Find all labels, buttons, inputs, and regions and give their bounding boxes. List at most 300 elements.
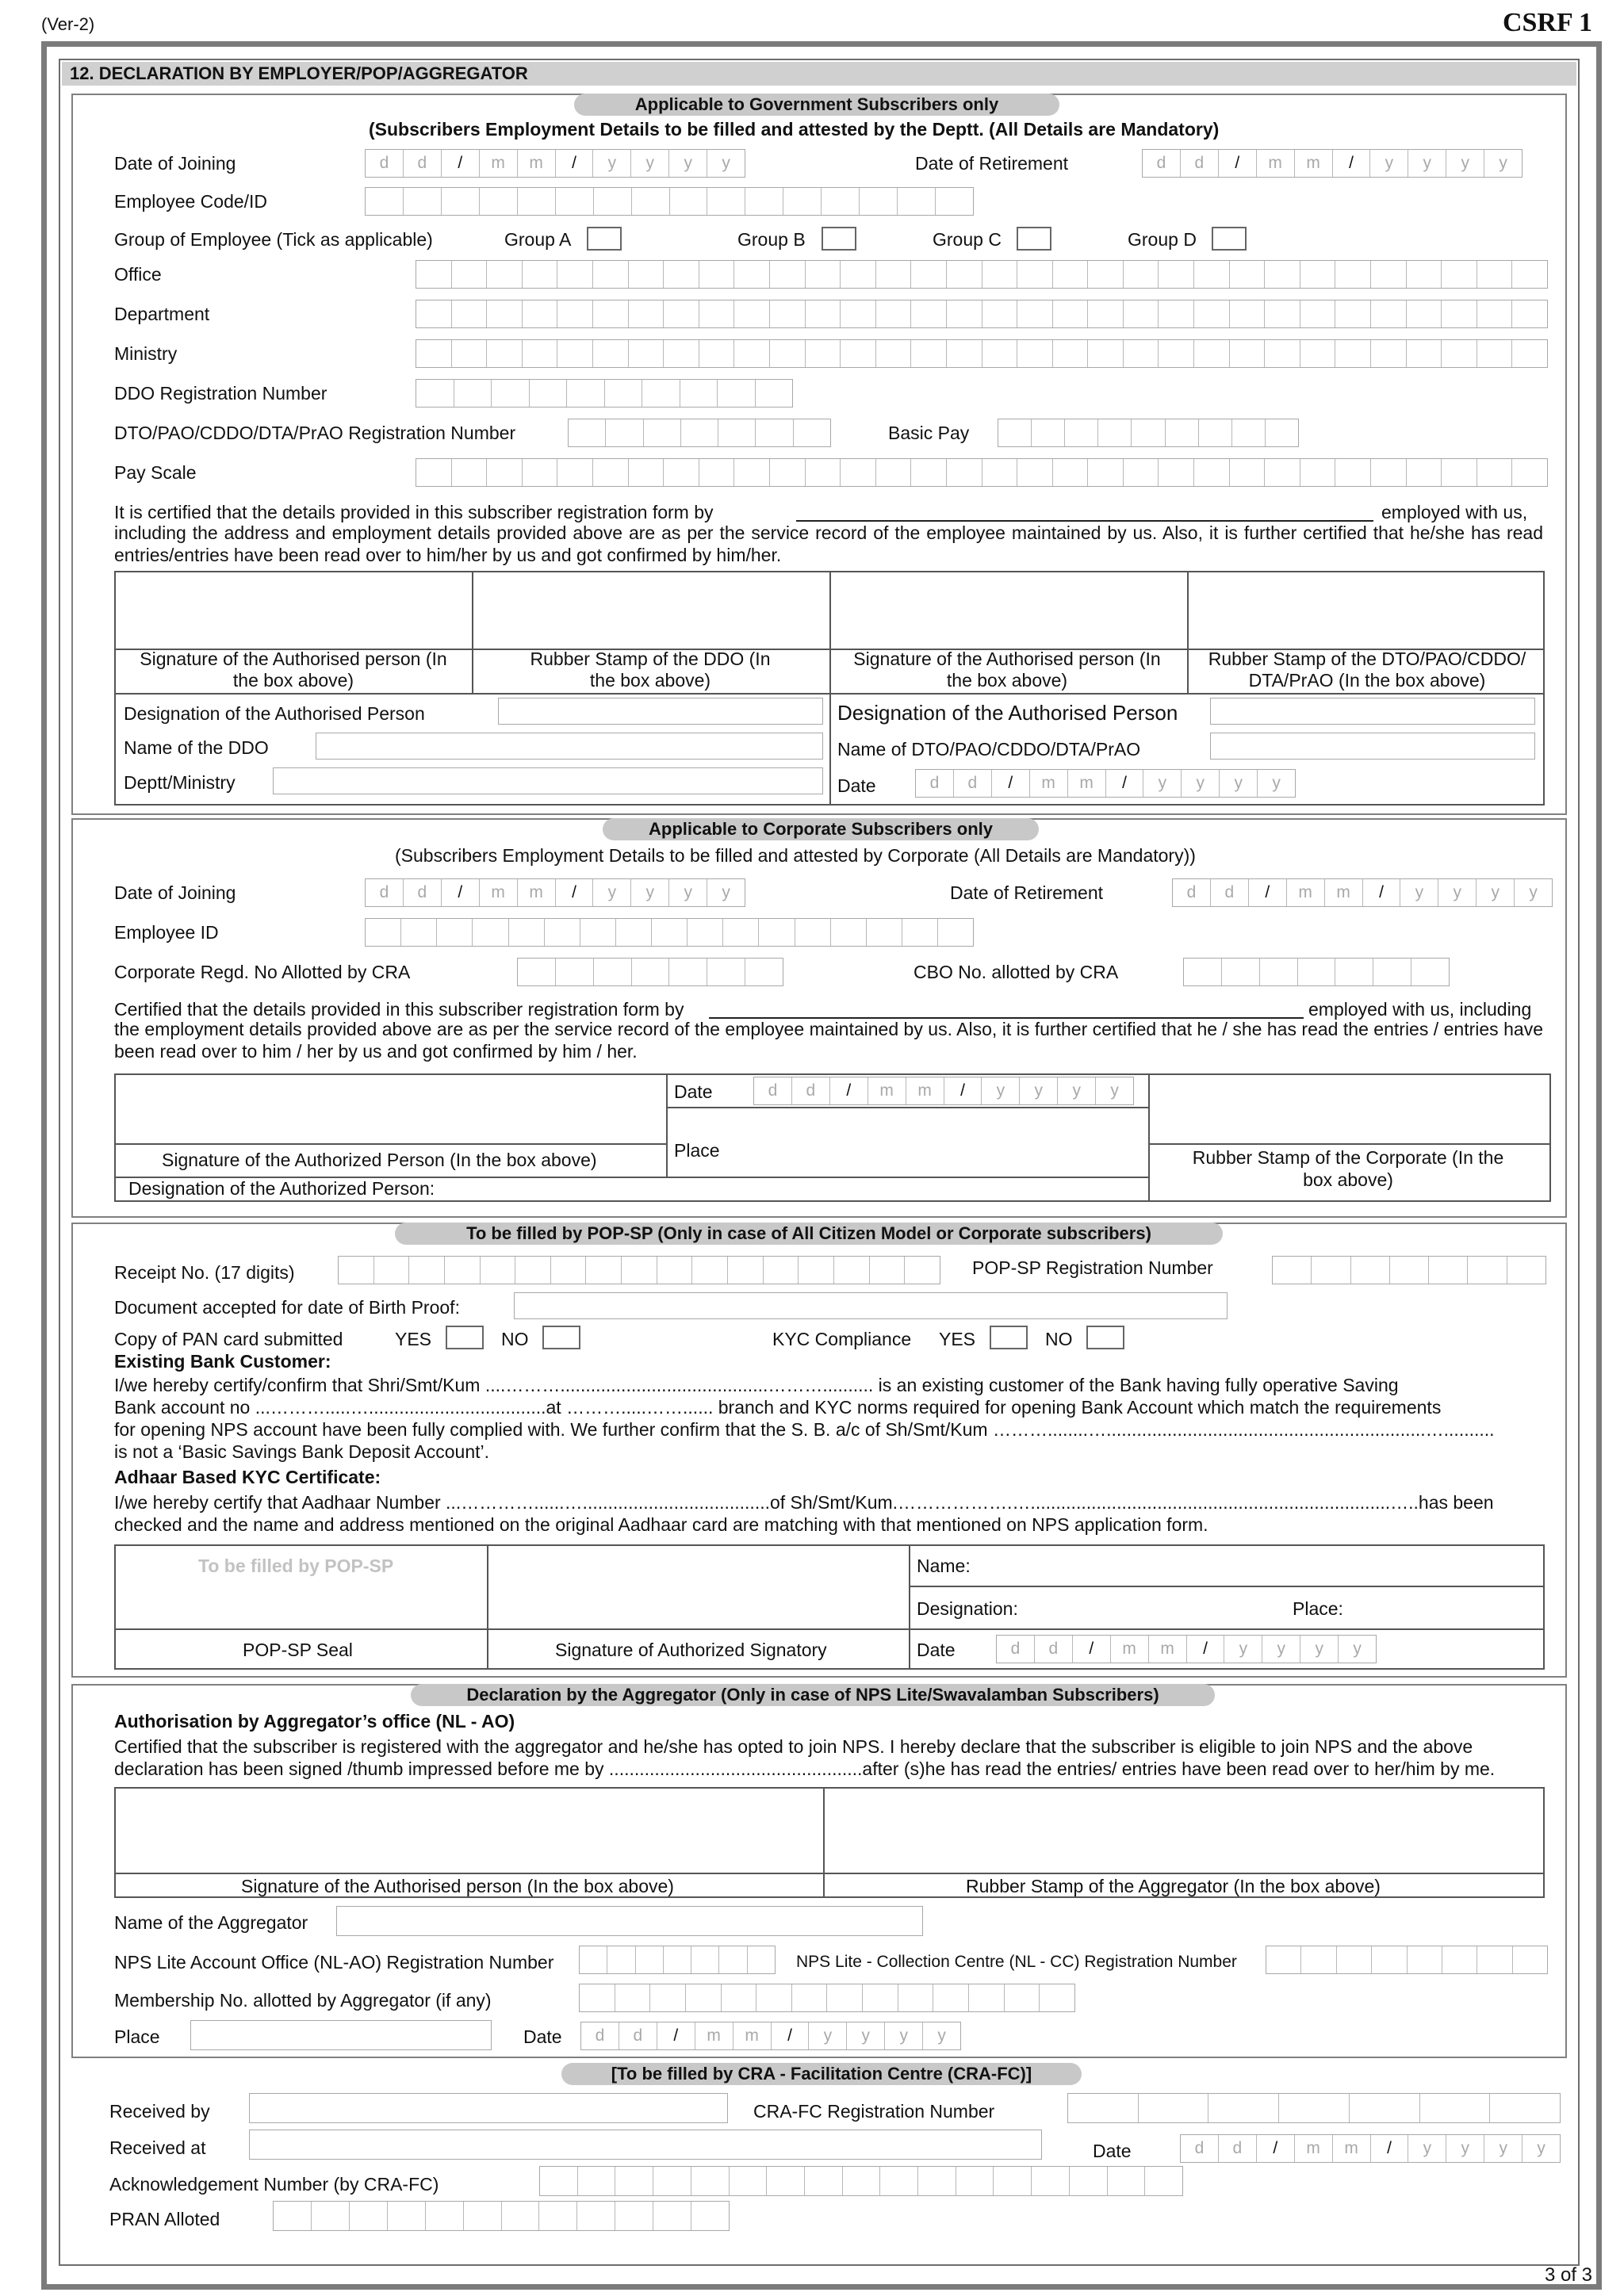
- group-d-checkbox[interactable]: [1212, 227, 1247, 251]
- date-cell[interactable]: y: [1300, 1636, 1339, 1663]
- char-cell[interactable]: [664, 261, 699, 288]
- char-cell[interactable]: [557, 340, 593, 367]
- char-cell[interactable]: [605, 380, 643, 407]
- char-cell[interactable]: [728, 1257, 764, 1284]
- char-cell[interactable]: [551, 1257, 587, 1284]
- department-field[interactable]: [416, 300, 1548, 328]
- char-cell[interactable]: [1300, 300, 1336, 327]
- char-cell[interactable]: [366, 919, 401, 946]
- char-cell[interactable]: [905, 1257, 940, 1284]
- char-cell[interactable]: [799, 1257, 834, 1284]
- char-cell[interactable]: [416, 300, 452, 327]
- char-cell[interactable]: [994, 2167, 1032, 2195]
- char-cell[interactable]: [898, 1984, 934, 2011]
- date-cell[interactable]: y: [1408, 2135, 1446, 2162]
- char-cell[interactable]: [653, 2167, 691, 2195]
- deptt-field[interactable]: [273, 767, 823, 794]
- char-cell[interactable]: [642, 380, 680, 407]
- agg-name-field[interactable]: [336, 1906, 923, 1936]
- date-cell[interactable]: /: [1363, 879, 1401, 906]
- char-cell[interactable]: [1230, 459, 1266, 486]
- char-cell[interactable]: [1298, 959, 1336, 985]
- char-cell[interactable]: [1265, 300, 1300, 327]
- char-cell[interactable]: [756, 380, 793, 407]
- date-cell[interactable]: d: [1143, 150, 1181, 177]
- char-cell[interactable]: [806, 459, 841, 486]
- char-cell[interactable]: [652, 919, 688, 946]
- date-cell[interactable]: d: [1035, 1636, 1073, 1663]
- char-cell[interactable]: [699, 300, 735, 327]
- corp-signature-box[interactable]: [116, 1075, 665, 1142]
- receipt-field[interactable]: [338, 1256, 940, 1284]
- date-cell[interactable]: y: [1438, 879, 1477, 906]
- char-cell[interactable]: [1194, 459, 1230, 486]
- agg-signature-box[interactable]: [116, 1789, 822, 1871]
- char-cell[interactable]: [487, 261, 523, 288]
- char-cell[interactable]: [1159, 459, 1194, 486]
- kyc-no-checkbox[interactable]: [1086, 1326, 1124, 1349]
- char-cell[interactable]: [867, 919, 902, 946]
- char-cell[interactable]: [1017, 459, 1053, 486]
- char-cell[interactable]: [699, 261, 735, 288]
- char-cell[interactable]: [1088, 261, 1124, 288]
- popsp-reg-field[interactable]: [1272, 1256, 1546, 1284]
- char-cell[interactable]: [580, 919, 616, 946]
- char-cell[interactable]: [593, 459, 629, 486]
- date-cell[interactable]: /: [442, 879, 480, 906]
- agg-date-field[interactable]: [580, 2022, 961, 2050]
- date-cell[interactable]: d: [997, 1636, 1035, 1663]
- char-cell[interactable]: [1407, 261, 1442, 288]
- char-cell[interactable]: [707, 959, 745, 985]
- date-cell[interactable]: y: [1182, 770, 1220, 797]
- received-by-field[interactable]: [249, 2093, 728, 2123]
- office-field[interactable]: [416, 260, 1548, 289]
- kyc-yes-checkbox[interactable]: [990, 1326, 1028, 1349]
- char-cell[interactable]: [947, 459, 982, 486]
- char-cell[interactable]: [1265, 340, 1300, 367]
- date-cell[interactable]: m: [1030, 770, 1068, 797]
- char-cell[interactable]: [933, 1984, 969, 2011]
- char-cell[interactable]: [1300, 459, 1336, 486]
- pay-scale-field[interactable]: [416, 458, 1548, 487]
- char-cell[interactable]: [1108, 2167, 1146, 2195]
- char-cell[interactable]: [1199, 419, 1232, 446]
- date-cell[interactable]: m: [1257, 150, 1295, 177]
- char-cell[interactable]: [834, 1257, 870, 1284]
- char-cell[interactable]: [426, 2202, 464, 2230]
- char-cell[interactable]: [764, 1257, 799, 1284]
- char-cell[interactable]: [841, 340, 876, 367]
- char-cell[interactable]: [657, 1257, 693, 1284]
- date-cell[interactable]: y: [1020, 1077, 1058, 1104]
- date-cell[interactable]: /: [442, 150, 480, 177]
- char-cell[interactable]: [1230, 261, 1266, 288]
- char-cell[interactable]: [339, 1257, 374, 1284]
- char-cell[interactable]: [669, 959, 707, 985]
- char-cell[interactable]: [806, 300, 841, 327]
- char-cell[interactable]: [1068, 2094, 1139, 2122]
- date-cell[interactable]: m: [1111, 1636, 1149, 1663]
- char-cell[interactable]: [567, 380, 605, 407]
- group-c-checkbox[interactable]: [1017, 227, 1051, 251]
- agg-place-field[interactable]: [190, 2020, 492, 2050]
- char-cell[interactable]: [1166, 419, 1199, 446]
- date-cell[interactable]: y: [1224, 1636, 1262, 1663]
- char-cell[interactable]: [1371, 261, 1407, 288]
- char-cell[interactable]: [539, 2202, 577, 2230]
- date-cell[interactable]: m: [1333, 2135, 1371, 2162]
- char-cell[interactable]: [664, 300, 699, 327]
- date-cell[interactable]: d: [1219, 2135, 1257, 2162]
- char-cell[interactable]: [1442, 1946, 1477, 1973]
- char-cell[interactable]: [1335, 261, 1371, 288]
- char-cell[interactable]: [629, 300, 665, 327]
- char-cell[interactable]: [1124, 300, 1159, 327]
- char-cell[interactable]: [783, 188, 822, 215]
- date-cell[interactable]: /: [1371, 2135, 1409, 2162]
- char-cell[interactable]: [1512, 340, 1547, 367]
- char-cell[interactable]: [898, 188, 936, 215]
- date-cell[interactable]: /: [772, 2022, 810, 2049]
- char-cell[interactable]: [606, 419, 643, 446]
- char-cell[interactable]: [1407, 459, 1442, 486]
- char-cell[interactable]: [938, 919, 973, 946]
- char-cell[interactable]: [518, 188, 556, 215]
- char-cell[interactable]: [1371, 340, 1407, 367]
- char-cell[interactable]: [580, 1946, 607, 1973]
- date-cell[interactable]: d: [366, 879, 404, 906]
- char-cell[interactable]: [416, 340, 452, 367]
- char-cell[interactable]: [911, 459, 947, 486]
- char-cell[interactable]: [1230, 300, 1266, 327]
- date-cell[interactable]: y: [593, 879, 631, 906]
- name-dto-field[interactable]: [1210, 733, 1535, 760]
- date-cell[interactable]: /: [830, 1077, 868, 1104]
- pop-date-field[interactable]: [996, 1635, 1377, 1663]
- char-cell[interactable]: [664, 340, 699, 367]
- char-cell[interactable]: [1230, 340, 1266, 367]
- gov-sign-date[interactable]: [915, 769, 1296, 798]
- ddo-reg-field[interactable]: [416, 379, 793, 408]
- char-cell[interactable]: [1124, 340, 1159, 367]
- char-cell[interactable]: [502, 2202, 540, 2230]
- date-cell[interactable]: d: [916, 770, 954, 797]
- date-cell[interactable]: y: [1477, 879, 1515, 906]
- date-cell[interactable]: d: [1173, 879, 1211, 906]
- char-cell[interactable]: [1373, 959, 1411, 985]
- date-cell[interactable]: /: [1073, 1636, 1111, 1663]
- corp-desig-label[interactable]: Designation of the Authorized Person:: [128, 1178, 435, 1199]
- date-cell[interactable]: y: [722, 154, 730, 172]
- char-cell[interactable]: [452, 459, 488, 486]
- date-cell[interactable]: y: [722, 883, 730, 901]
- char-cell[interactable]: [404, 188, 442, 215]
- char-cell[interactable]: [515, 1257, 551, 1284]
- char-cell[interactable]: [734, 261, 770, 288]
- char-cell[interactable]: [664, 459, 699, 486]
- pan-yes-checkbox[interactable]: [446, 1326, 484, 1349]
- char-cell[interactable]: [936, 188, 973, 215]
- char-cell[interactable]: [1273, 1257, 1312, 1284]
- char-cell[interactable]: [492, 380, 530, 407]
- pop-signature-box[interactable]: [488, 1546, 907, 1627]
- char-cell[interactable]: [1159, 300, 1194, 327]
- char-cell[interactable]: [1442, 340, 1477, 367]
- corp-sign-date[interactable]: [753, 1077, 1134, 1105]
- char-cell[interactable]: [545, 919, 580, 946]
- date-cell[interactable]: y: [1537, 2139, 1545, 2157]
- char-cell[interactable]: [1222, 959, 1260, 985]
- date-cell[interactable]: d: [954, 770, 992, 797]
- char-cell[interactable]: [841, 261, 876, 288]
- char-cell[interactable]: [723, 919, 759, 946]
- char-cell[interactable]: [756, 1984, 792, 2011]
- char-cell[interactable]: [770, 459, 806, 486]
- char-cell[interactable]: [409, 1257, 445, 1284]
- char-cell[interactable]: [1194, 261, 1230, 288]
- char-cell[interactable]: [1301, 1946, 1336, 1973]
- char-cell[interactable]: [982, 340, 1018, 367]
- char-cell[interactable]: [629, 340, 665, 367]
- char-cell[interactable]: [1194, 300, 1230, 327]
- char-cell[interactable]: [1390, 1257, 1429, 1284]
- date-cell[interactable]: m: [695, 2022, 733, 2049]
- char-cell[interactable]: [586, 1257, 622, 1284]
- date-cell[interactable]: /: [556, 879, 594, 906]
- char-cell[interactable]: [918, 2167, 956, 2195]
- char-cell[interactable]: [274, 2202, 312, 2230]
- char-cell[interactable]: [569, 419, 606, 446]
- corp-employee-id[interactable]: [365, 918, 974, 947]
- char-cell[interactable]: [650, 1984, 686, 2011]
- char-cell[interactable]: [699, 459, 735, 486]
- char-cell[interactable]: [1159, 340, 1194, 367]
- pop-place-label[interactable]: Place:: [1293, 1598, 1343, 1619]
- char-cell[interactable]: [1159, 261, 1194, 288]
- date-cell[interactable]: y: [847, 2022, 885, 2049]
- char-cell[interactable]: [681, 419, 718, 446]
- char-cell[interactable]: [523, 340, 558, 367]
- crafc-reg-field[interactable]: [1067, 2093, 1561, 2123]
- char-cell[interactable]: [445, 1257, 481, 1284]
- char-cell[interactable]: [770, 261, 806, 288]
- char-cell[interactable]: [487, 459, 523, 486]
- char-cell[interactable]: [1407, 300, 1442, 327]
- char-cell[interactable]: [437, 919, 473, 946]
- char-cell[interactable]: [1266, 1946, 1301, 1973]
- char-cell[interactable]: [452, 300, 488, 327]
- char-cell[interactable]: [1442, 300, 1477, 327]
- char-cell[interactable]: [580, 1984, 615, 2011]
- char-cell[interactable]: [1053, 340, 1089, 367]
- char-cell[interactable]: [1490, 2094, 1560, 2122]
- gov-signature-box-2[interactable]: [831, 572, 1186, 648]
- date-cell[interactable]: y: [809, 2022, 847, 2049]
- date-cell[interactable]: y: [1446, 150, 1484, 177]
- char-cell[interactable]: [734, 340, 770, 367]
- char-cell[interactable]: [632, 959, 670, 985]
- date-cell[interactable]: y: [593, 150, 631, 177]
- corp-stamp-box[interactable]: [1150, 1075, 1549, 1142]
- gov-signature-box-1[interactable]: [116, 572, 471, 648]
- char-cell[interactable]: [366, 188, 404, 215]
- char-cell[interactable]: [1300, 340, 1336, 367]
- gov-desig-right-field[interactable]: [1210, 698, 1535, 725]
- char-cell[interactable]: [759, 919, 795, 946]
- char-cell[interactable]: [719, 1946, 747, 1973]
- char-cell[interactable]: [1442, 459, 1477, 486]
- char-cell[interactable]: [1420, 2094, 1491, 2122]
- char-cell[interactable]: [756, 419, 793, 446]
- char-cell[interactable]: [1411, 959, 1449, 985]
- char-cell[interactable]: [1124, 459, 1159, 486]
- char-cell[interactable]: [593, 261, 629, 288]
- char-cell[interactable]: [982, 261, 1018, 288]
- char-cell[interactable]: [699, 340, 735, 367]
- date-cell[interactable]: /: [657, 2022, 695, 2049]
- char-cell[interactable]: [1124, 261, 1159, 288]
- date-cell[interactable]: y: [1408, 150, 1446, 177]
- char-cell[interactable]: [1372, 1946, 1407, 1973]
- char-cell[interactable]: [636, 1946, 664, 1973]
- char-cell[interactable]: [1032, 2167, 1070, 2195]
- char-cell[interactable]: [688, 919, 723, 946]
- char-cell[interactable]: [718, 419, 756, 446]
- char-cell[interactable]: [1442, 261, 1477, 288]
- pop-name-label[interactable]: Name:: [917, 1556, 971, 1576]
- char-cell[interactable]: [1512, 261, 1547, 288]
- char-cell[interactable]: [350, 2202, 388, 2230]
- received-at-field[interactable]: [249, 2130, 1042, 2160]
- pran-field[interactable]: [273, 2201, 730, 2231]
- char-cell[interactable]: [452, 261, 488, 288]
- corp-date-joining[interactable]: [365, 878, 745, 907]
- date-cell[interactable]: m: [518, 879, 556, 906]
- pop-seal-box[interactable]: [116, 1546, 485, 1627]
- char-cell[interactable]: [523, 261, 558, 288]
- char-cell[interactable]: [473, 919, 508, 946]
- char-cell[interactable]: [1232, 419, 1266, 446]
- char-cell[interactable]: [876, 459, 912, 486]
- char-cell[interactable]: [452, 340, 488, 367]
- char-cell[interactable]: [464, 2202, 502, 2230]
- char-cell[interactable]: [644, 419, 681, 446]
- char-cell[interactable]: [594, 188, 632, 215]
- char-cell[interactable]: [1005, 1984, 1040, 2011]
- char-cell[interactable]: [556, 959, 594, 985]
- char-cell[interactable]: [1371, 300, 1407, 327]
- pan-no-checkbox[interactable]: [542, 1326, 580, 1349]
- char-cell[interactable]: [454, 380, 492, 407]
- char-cell[interactable]: [1513, 1946, 1547, 1973]
- gov-date-retirement[interactable]: [1142, 149, 1522, 178]
- date-cell[interactable]: y: [1143, 770, 1182, 797]
- char-cell[interactable]: [1053, 261, 1089, 288]
- char-cell[interactable]: [1512, 300, 1547, 327]
- char-cell[interactable]: [1350, 2094, 1420, 2122]
- date-cell[interactable]: m: [868, 1077, 906, 1104]
- corp-regd-field[interactable]: [517, 958, 783, 986]
- dto-reg-field[interactable]: [568, 419, 831, 447]
- char-cell[interactable]: [734, 459, 770, 486]
- char-cell[interactable]: [540, 2167, 578, 2195]
- char-cell[interactable]: [1088, 300, 1124, 327]
- char-cell[interactable]: [632, 188, 670, 215]
- date-cell[interactable]: y: [631, 150, 669, 177]
- basic-pay-field[interactable]: [998, 419, 1299, 447]
- char-cell[interactable]: [707, 188, 745, 215]
- date-cell[interactable]: m: [733, 2022, 772, 2049]
- char-cell[interactable]: [806, 261, 841, 288]
- char-cell[interactable]: [1477, 340, 1513, 367]
- char-cell[interactable]: [876, 300, 912, 327]
- date-cell[interactable]: y: [1370, 150, 1408, 177]
- date-cell[interactable]: m: [480, 879, 518, 906]
- char-cell[interactable]: [686, 1984, 722, 2011]
- date-cell[interactable]: d: [404, 879, 442, 906]
- char-cell[interactable]: [556, 188, 594, 215]
- date-cell[interactable]: y: [631, 879, 669, 906]
- doc-birth-field[interactable]: [514, 1292, 1228, 1319]
- char-cell[interactable]: [1335, 959, 1373, 985]
- date-cell[interactable]: d: [1211, 879, 1249, 906]
- group-a-checkbox[interactable]: [587, 227, 622, 251]
- date-cell[interactable]: m: [1287, 879, 1325, 906]
- char-cell[interactable]: [487, 300, 523, 327]
- char-cell[interactable]: [969, 1984, 1005, 2011]
- date-cell[interactable]: /: [1187, 1636, 1225, 1663]
- cra-date-field[interactable]: [1180, 2134, 1561, 2163]
- char-cell[interactable]: [770, 300, 806, 327]
- char-cell[interactable]: [509, 919, 545, 946]
- date-cell[interactable]: y: [1529, 883, 1538, 901]
- char-cell[interactable]: [902, 919, 938, 946]
- char-cell[interactable]: [615, 2202, 653, 2230]
- date-cell[interactable]: m: [480, 150, 518, 177]
- char-cell[interactable]: [670, 188, 708, 215]
- char-cell[interactable]: [767, 2167, 805, 2195]
- char-cell[interactable]: [1429, 1257, 1468, 1284]
- char-cell[interactable]: [794, 419, 830, 446]
- char-cell[interactable]: [557, 261, 593, 288]
- gov-dto-stamp-box[interactable]: [1189, 572, 1544, 648]
- char-cell[interactable]: [1260, 959, 1298, 985]
- date-cell[interactable]: /: [1333, 150, 1371, 177]
- char-cell[interactable]: [1053, 300, 1089, 327]
- char-cell[interactable]: [557, 300, 593, 327]
- char-cell[interactable]: [822, 188, 860, 215]
- date-cell[interactable]: /: [1249, 879, 1287, 906]
- date-cell[interactable]: y: [1220, 770, 1258, 797]
- char-cell[interactable]: [416, 261, 452, 288]
- char-cell[interactable]: [730, 2167, 768, 2195]
- char-cell[interactable]: [870, 1257, 906, 1284]
- date-cell[interactable]: /: [1219, 150, 1257, 177]
- char-cell[interactable]: [1507, 1257, 1545, 1284]
- char-cell[interactable]: [982, 459, 1018, 486]
- char-cell[interactable]: [374, 1257, 410, 1284]
- group-b-checkbox[interactable]: [822, 227, 856, 251]
- membership-field[interactable]: [579, 1984, 1075, 2012]
- char-cell[interactable]: [616, 919, 652, 946]
- char-cell[interactable]: [1477, 459, 1513, 486]
- char-cell[interactable]: [795, 919, 831, 946]
- char-cell[interactable]: [1312, 1257, 1350, 1284]
- char-cell[interactable]: [487, 340, 523, 367]
- char-cell[interactable]: [615, 2167, 653, 2195]
- char-cell[interactable]: [530, 380, 568, 407]
